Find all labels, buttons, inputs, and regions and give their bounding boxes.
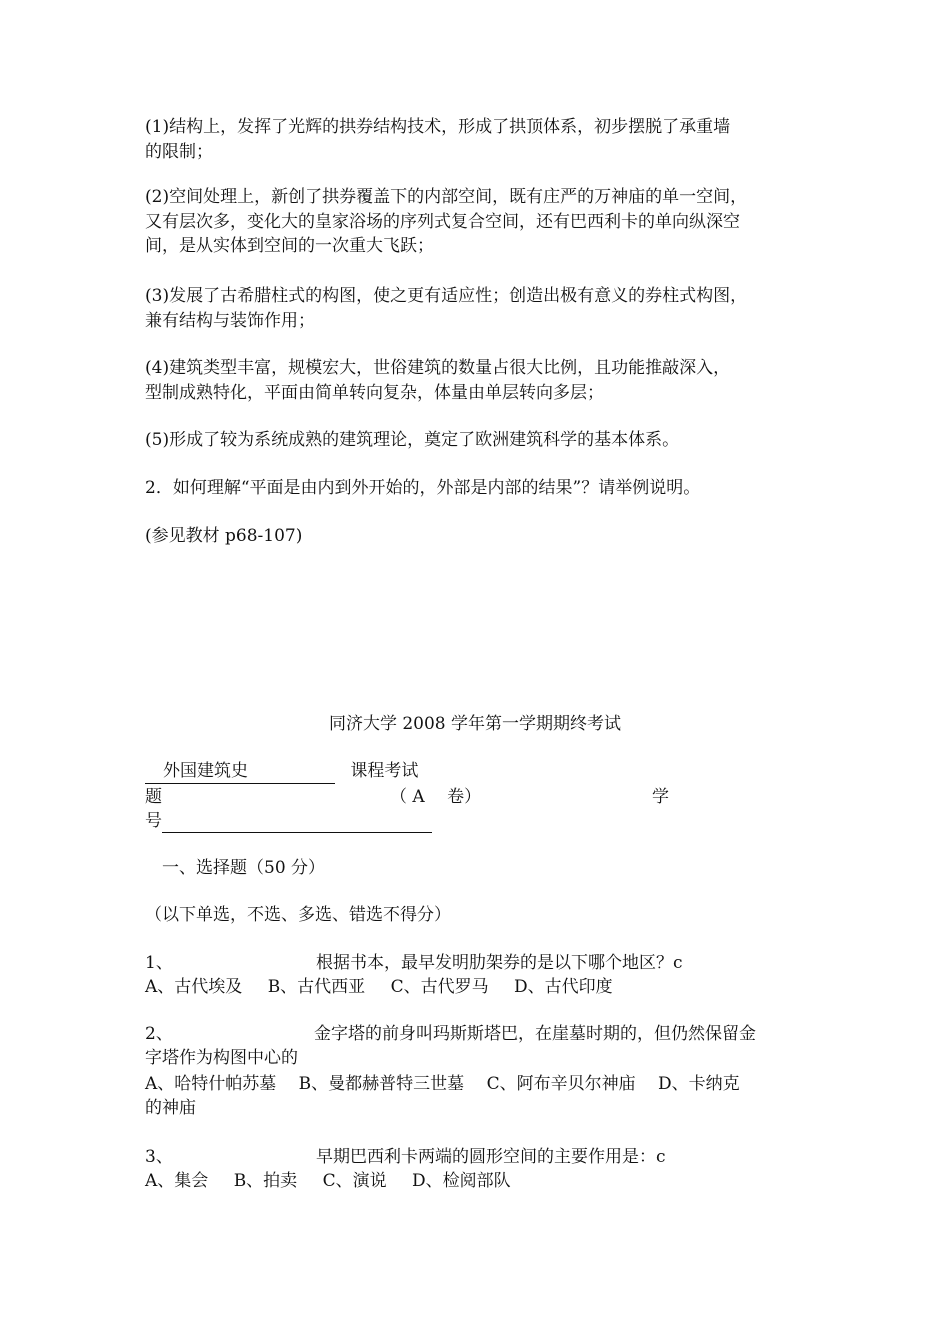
- text-line: 2．如何理解“平面是由内到外开始的，外部是内部的结果”？请举例说明。: [145, 478, 701, 498]
- q1-number: 1、: [145, 953, 173, 973]
- answer-point-2: [145, 185, 810, 259]
- instruction-text: （以下单选，不选、多选、错选不得分）: [145, 905, 451, 925]
- question-2: [145, 476, 810, 501]
- q1-option-c: C、古代罗马: [390, 977, 489, 997]
- course-name: 外国建筑史: [145, 759, 335, 784]
- hao-label: 号: [145, 811, 162, 831]
- q2-options-cont: 的神庙: [145, 1098, 196, 1118]
- student-id-line: [145, 809, 432, 833]
- student-id-blank: [162, 812, 432, 833]
- text-line: 的限制；: [145, 141, 213, 162]
- course-line: [145, 759, 418, 784]
- q3-options: [145, 1169, 531, 1193]
- answer-point-4: [145, 356, 810, 405]
- section-1-heading: 一、选择题（50 分）: [162, 858, 326, 878]
- answer-point-5: [145, 428, 810, 453]
- exam-title: 同济大学 2008 学年第一学期期终考试: [328, 714, 622, 734]
- q2-options: A、哈特什帕苏墓 B、曼都赫普特三世墓 C、阿布辛贝尔神庙 D、卡纳克: [145, 1074, 740, 1094]
- answer-point-3: [145, 284, 810, 333]
- text-line: 又有层次多，变化大的皇家浴场的序列式复合空间，还有巴西利卡的单向纵深空: [145, 211, 740, 232]
- q3-option-c: C、演说: [322, 1171, 387, 1191]
- q1-text: 根据书本，最早发明肋架券的是以下哪个地区？c: [316, 953, 683, 973]
- text-line: (参见教材 p68-107): [145, 526, 303, 546]
- text-line: (4)建筑类型丰富，规模宏大，世俗建筑的数量占很大比例，且功能推敲深入，: [145, 358, 731, 378]
- q2-number: 2、: [145, 1024, 173, 1044]
- text-line: (2)空间处理上，新创了拱券覆盖下的内部空间，既有庄严的万神庙的单一空间，: [145, 187, 748, 207]
- q1-option-d: D、古代印度: [514, 977, 613, 997]
- text-line: 型制成熟特化，平面由简单转向复杂，体量由单层转向多层；: [145, 382, 604, 403]
- ti-label: 题: [145, 787, 162, 807]
- q3-option-b: B、拍卖: [233, 1171, 298, 1191]
- reference-note: [145, 524, 810, 549]
- text-line: (1)结构上，发挥了光辉的拱券结构技术，形成了拱顶体系，初步摆脱了承重墙: [145, 117, 731, 137]
- text-line: 间，是从实体到空间的一次重大飞跃；: [145, 236, 434, 256]
- q3-option-a: A、集会: [145, 1171, 209, 1191]
- q3-option-d: D、检阅部队: [412, 1171, 511, 1191]
- q2-text-cont: 字塔作为构图中心的: [145, 1048, 298, 1068]
- text-line: 兼有结构与装饰作用；: [145, 310, 315, 331]
- text-line: (5)形成了较为系统成熟的建筑理论，奠定了欧洲建筑科学的基本体系。: [145, 430, 680, 450]
- q3-number: 3、: [145, 1147, 173, 1167]
- xue-label: 学: [652, 787, 669, 807]
- text-line: (3)发展了古希腊柱式的构图，使之更有适应性；创造出极有意义的券柱式构图，: [145, 286, 748, 306]
- q1-option-b: B、古代西亚: [267, 977, 366, 997]
- course-suffix: 课程考试: [350, 761, 419, 781]
- q2-text: 金字塔的前身叫玛斯斯塔巴，在崖墓时期的，但仍然保留金: [314, 1024, 756, 1044]
- q3-text: 早期巴西利卡两端的圆形空间的主要作用是：c: [316, 1147, 666, 1167]
- q1-options: [145, 975, 633, 999]
- answer-point-1: [145, 115, 810, 164]
- paper-label: （ A 卷）: [390, 787, 482, 807]
- q1-option-a: A、古代埃及: [145, 977, 243, 997]
